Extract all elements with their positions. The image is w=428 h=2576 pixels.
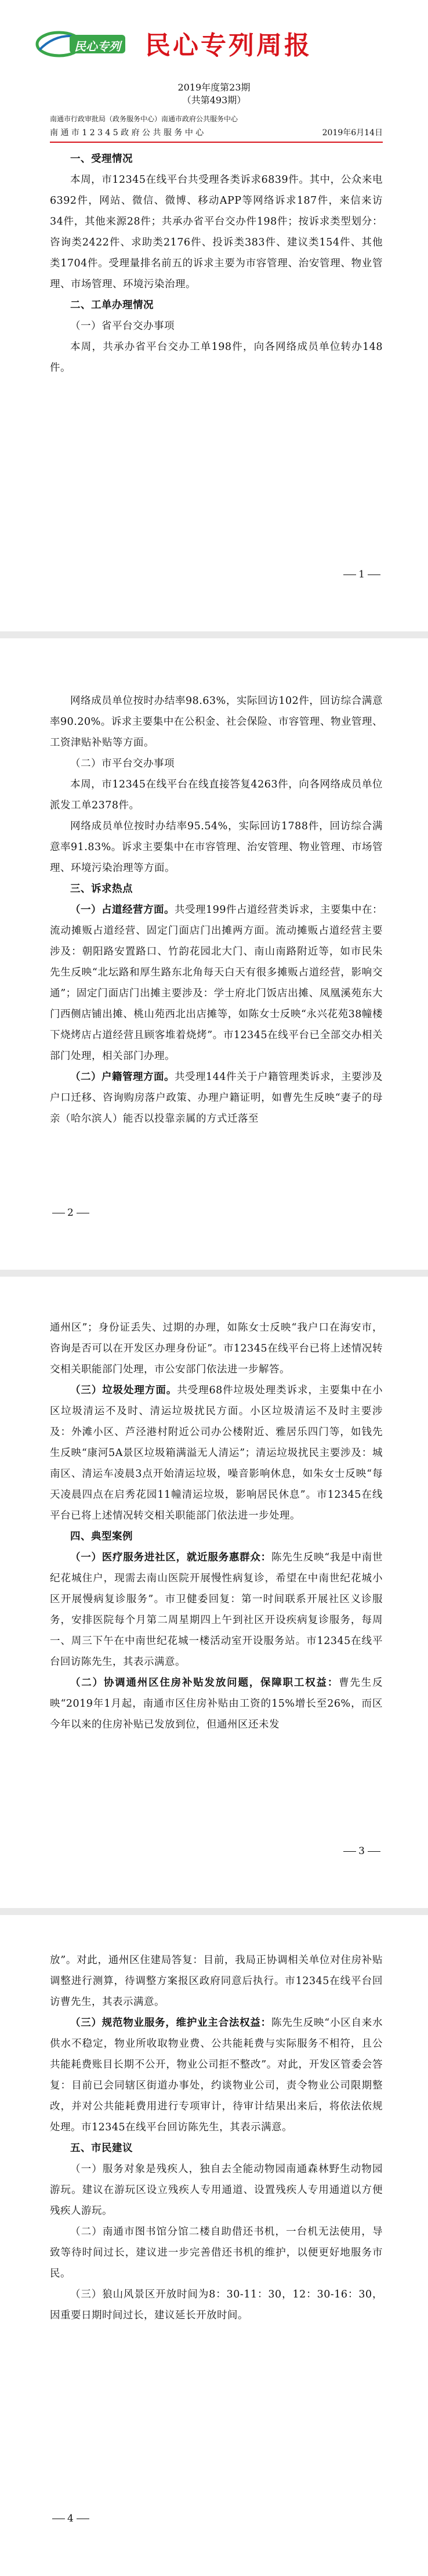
- provincial-paragraph: 本周，共承办省平台交办工单198件，向各网络成员单位转办148件。: [50, 341, 383, 374]
- heading-work: 二、工单办理情况: [70, 299, 154, 311]
- receipt-paragraph: 本周，市12345在线平台共受理各类诉求6839件。其中，公众来电6392件，网站、微信、微博、移动APP等网络诉求187件，来信来访34件，其他来源28件；共承办省平台交办件198件；按诉求类型划分：咨询类2422件、求助类2176件、投诉类383件、建议类154件、其他类1704件。受理量排名前五的诉求主要为市容管理、治安管理、物业管理、市场管理、环境污染治理。: [50, 174, 383, 290]
- page-1-body: [50, 149, 383, 378]
- heading-cases: 四、典型案例: [70, 1531, 133, 1542]
- case-medical: （一）医疗服务进社区，就近服务惠群众：陈先生反映“我是中南世纪花城住户，现需去南山医院开展慢性病复诊，希望在中南世纪花城小区开展慢病复诊服务”。市卫健委回复：第一时间联系开展社区义诊服务，安排医院每个月第二周星期四上午到社区开设疾病复诊服务，每周一、周三下午在中南世纪花城一楼活动室开设服务站。市12345在线平台回访陈先生，其表示满意。: [50, 1552, 383, 1668]
- page-4: [0, 1915, 428, 2576]
- page-3: [0, 1277, 428, 1908]
- page-number: 3: [341, 1845, 383, 1857]
- page-number: 1: [341, 569, 383, 580]
- heading-provincial: （一）省平台交办事项: [70, 320, 175, 332]
- city-result-paragraph: 网络成员单位按时办结率95.54%，实际回访1788件，回访综合满意率91.83%。诉求主要集中在市容管理、治安管理、物业管理、市场管理、环境污染治理等方面。: [50, 821, 383, 874]
- issue-total: （共第493期）: [182, 95, 246, 106]
- header-divider: [50, 142, 383, 143]
- logo-text: 民心专列: [74, 39, 121, 53]
- case-property: （三）规范物业服务，维护业主合法权益：陈先生反映“小区自来水供水不稳定，物业所收取物业费、公共能耗费与实际服务不相符，且公共能耗费账目长期不公开，物业公司拒不整改”。对此，开发区管委会答复：目前已会同辖区街道办事处，约谈物业公司，责令物业公司限期整改，并对公共能耗费用进行专项审计，待审计结果出来后，将依法依规处理。市12345在线平台回访陈先生，其表示满意。: [50, 2017, 383, 2133]
- publish-date: 2019年6月14日: [322, 128, 383, 138]
- housing-continued: 放”。对此，通州区住建局答复：目前，我局正协调相关单位对住房补贴调整进行测算，待调整方案报区政府同意后执行。市12345在线平台回访曹先生，其表示满意。: [50, 1954, 383, 2008]
- city-paragraph: 本周，市12345在线平台在线直接答复4263件，向各网络成员单位派发工单2378件。: [50, 779, 383, 811]
- suggestion-1: （一）服务对象是残疾人，独自去全能动物园南通森林野生动物园游玩。建议在游玩区设立残疾人专用通道、设置残疾人专用通道以方便残疾人游玩。: [50, 2163, 383, 2217]
- org-small: 南通市行政审批局（政务服务中心）南通市政府公共服务中心: [50, 115, 238, 123]
- hot-household-registration: （二）户籍管理方面。共受理144件关于户籍管理类诉求，主要涉及户口迁移、咨询购房落户政策、办理户籍证明，如曹先生反映“妻子的母亲（哈尔滨人）能否以投靠亲属的方式迁落至: [50, 1071, 383, 1125]
- suggestion-3: （三）狼山风景区开放时间为8：30-11：30，12：30-16：30，因重要日期时间过长，建议延长开放时间。: [50, 2289, 383, 2321]
- page-title: 民心专列周报: [145, 31, 312, 60]
- page-2-body: [50, 691, 383, 1129]
- page-number: 4: [50, 2513, 92, 2524]
- heading-receipt: 一、受理情况: [70, 153, 133, 165]
- page-1: [0, 0, 428, 631]
- hot-street-vendors: （一）占道经营方面。共受理199件占道经营类诉求，主要集中在：流动摊贩占道经营、固定门面店门出摊两方面。流动摊贩占道经营主要涉及：朝阳路安置路口、竹韵花园北大门、南山南路附近等，如市民朱先生反映“北坛路和厚生路东北角每天白天有很多摊贩占道经营，影响交通”；固定门面店门出摊主要涉及：学士府北门饭店出摊、凤凰溪苑东大门西侧店铺出摊、桃山苑西北出店摊等，如陈女士反映“永兴花苑38幢楼下烧烤店占道经营且顾客堆着烧烤”。市12345在线平台已全部交办相关部门处理，相关部门办理。: [50, 904, 383, 1062]
- page-3-body: [50, 1317, 383, 1735]
- provincial-result-paragraph: 网络成员单位按时办结率98.63%，实际回访102件，回访综合满意率90.20%。诉求主要集中在公积金、社会保险、市容管理、物业管理、工资津贴补贴等方面。: [50, 695, 383, 749]
- household-continued: 通州区”；身份证丢失、过期的办理，如陈女士反映“我户口在海安市，咨询是否可以在开发区办理身份证”。市12345在线平台已将上述情况转交相关职能部门处理，市公安部门依法进一步解答。: [50, 1322, 383, 1375]
- heading-city: （二）市平台交办事项: [70, 758, 175, 769]
- page-number: 2: [50, 1207, 92, 1219]
- heading-suggestions: 五、市民建议: [70, 2143, 133, 2154]
- org-main: 南 通 市 1 2 3 4 5 政 府 公 共 服 务 中 心: [50, 128, 204, 138]
- case-housing-subsidy: （二）协调通州区住房补贴发放问题，保障职工权益：曹先生反映“2019年1月起，南通市区住房补贴由工资的15%增长至26%，而区今年以来的住房补贴已发放到位，但通州区还未发: [50, 1677, 383, 1730]
- org-line: [50, 127, 383, 138]
- issue-number: 2019年度第23期: [177, 82, 251, 93]
- suggestion-2: （二）南通市图书馆分馆二楼自助借还书机，一台机无法使用，导致等待时间过长，建议进一步完善借还书机的维护，以便更好地服务市民。: [50, 2226, 383, 2279]
- hot-garbage: （三）垃圾处理方面。共受理68件垃圾处理类诉求，主要集中在小区垃圾清运不及时、清运垃圾扰民方面。小区垃圾清运不及时主要涉及：外滩小区、芦泾港村附近公司办公楼附近、雅居乐四门等，如钱先生反映“康河5A景区垃圾箱满溢无人清运”；清运垃圾扰民主要涉及：城南区、清运车凌晨3点开始清运垃圾，噪音影响休息，如朱女士反映“每天凌晨四点在启秀花园11幢清运垃圾，影响居民休息”。市12345在线平台已将上述情况转交相关职能部门依法进一步处理。: [50, 1385, 383, 1522]
- page-2: [0, 638, 428, 1270]
- heading-hot: 三、诉求热点: [70, 883, 133, 895]
- page-4-body: [50, 1950, 383, 2326]
- logo: [35, 24, 128, 62]
